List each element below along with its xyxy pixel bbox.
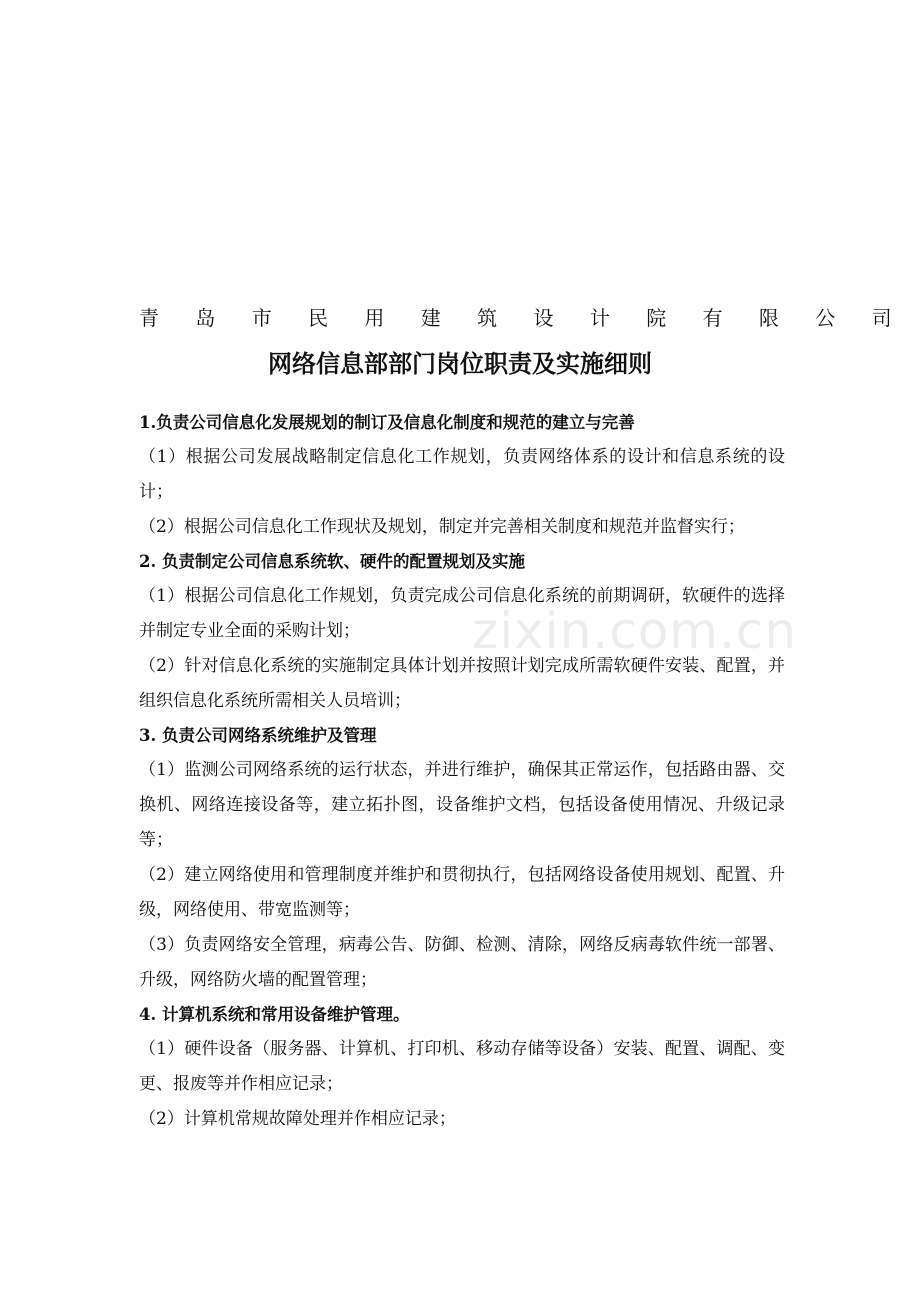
section-item: （1）硬件设备（服务器、计算机、打印机、移动存储等设备）安装、配置、调配、变更、报废等并作相应记录； [139, 1039, 785, 1094]
watermark: zixin.com.cn [472, 602, 798, 660]
section-4 [139, 998, 785, 1137]
section-item: （2）建立网络使用和管理制度并维护和贯彻执行，包括网络设备使用规划、配置、升级，网络使用、带宽监测等； [139, 865, 785, 920]
section-heading: 2. 负责制定公司信息系统软、硬件的配置规划及实施 [139, 552, 525, 571]
company-name: 青 岛 市 民 用 建 筑 设 计 院 有 限 公 司 [139, 306, 907, 330]
section-item: （1）根据公司信息化工作规划，负责完成公司信息化系统的前期调研，软硬件的选择并制定专业全面的采购计划； [139, 586, 785, 641]
section-heading: 3. 负责公司网络系统维护及管理 [139, 726, 377, 745]
document-title: 网络信息部部门岗位职责及实施细则 [268, 349, 652, 378]
section-3 [139, 719, 785, 998]
section-item: （3）负责网络安全管理，病毒公告、防御、检测、清除，网络反病毒软件统一部署、升级，网络防火墙的配置管理； [139, 935, 785, 990]
section-heading: 4. 计算机系统和常用设备维护管理。 [139, 1005, 410, 1024]
section-item: （1）根据公司发展战略制定信息化工作规划，负责网络体系的设计和信息系统的设计； [139, 447, 785, 502]
section-heading: 1.负责公司信息化发展规划的制订及信息化制度和规范的建立与完善 [139, 413, 635, 432]
section-item: （2）计算机常规故障处理并作相应记录； [139, 1109, 456, 1129]
section-item: （2）根据公司信息化工作现状及规划，制定并完善相关制度和规范并监督实行； [139, 517, 745, 537]
section-item: （2）针对信息化系统的实施制定具体计划并按照计划完成所需软硬件安装、配置，并组织信息化系统所需相关人员培训； [139, 656, 785, 711]
section-1 [139, 406, 785, 545]
section-item: （1）监测公司网络系统的运行状态，并进行维护，确保其正常运作，包括路由器、交换机、网络连接设备等，建立拓扑图，设备维护文档，包括设备使用情况、升级记录等； [139, 760, 785, 850]
document-body [139, 406, 785, 1137]
